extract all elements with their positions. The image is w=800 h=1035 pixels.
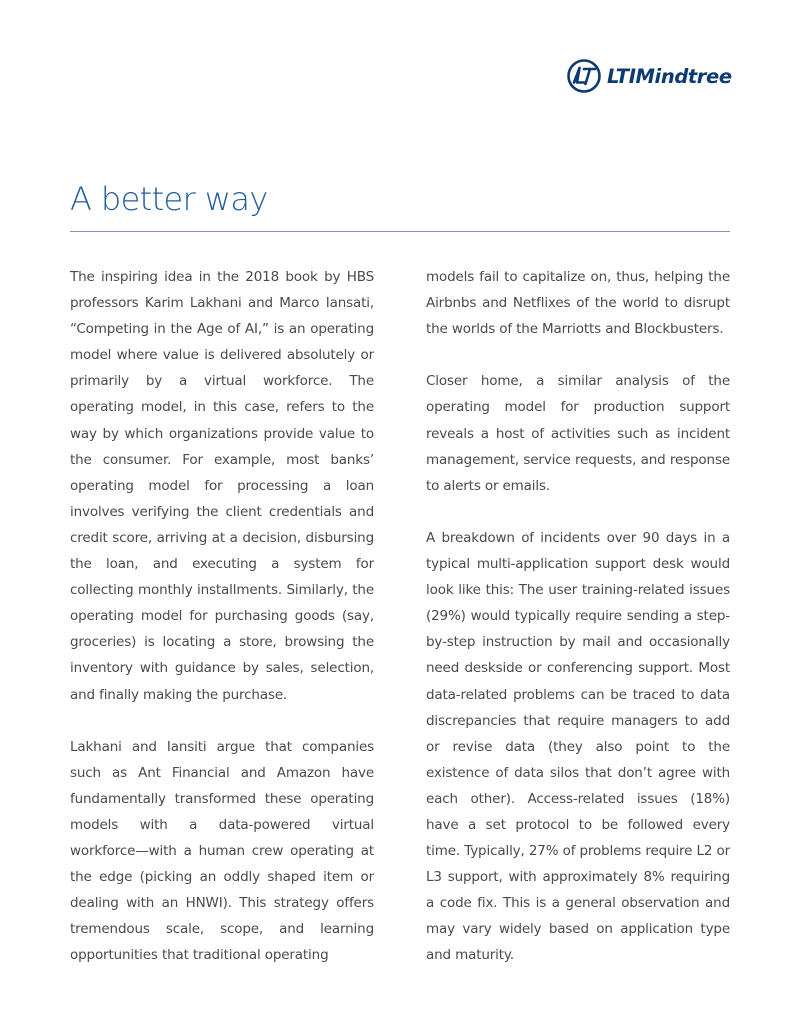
right-paragraph-2: Closer home, a similar analysis of the operating model for production support reveals a host of activities such as incident management, service requests, and response to alerts or emails. [426, 373, 730, 494]
left-paragraph-1: The inspiring idea in the 2018 book by HBS professors Karim Lakhani and Marco Iansati, “Competing in the Age of AI,” is an operating model where value is delivered absolutely or primarily by a virtual workforce. The operating model, in this case, refers to the way by which organizations provide value to the consumer. For example, most banks’ operating model for processing a loan involves verifying the client credentials and credit score, arriving at a decision, disbursing the loan, and executing a system for collecting monthly installments. Similarly, the operating model for purchasing goods (say, groceries) is locating a store, browsing the inventory with guidance by sales, selection, and finally making the purchase. [70, 269, 374, 703]
left-paragraph-2: Lakhani and Iansiti argue that companies such as Ant Financial and Amazon have fundamentally transformed these operating models with a data-powered virtual workforce—with a human crew operating at the edge (picking an oddly shaped item or dealing with an HNWI). This strategy offers tremendous scale, scope, and learning opportunities that traditional operating [70, 738, 374, 964]
right-paragraph-1: models fail to capitalize on, thus, helping the Airbnbs and Netflixes of the world to disrupt the worlds of the Marriotts and Blockbusters. [426, 269, 730, 338]
ltimindtree-logo [566, 58, 732, 94]
lti-monogram-icon [566, 58, 602, 94]
right-paragraph-3: A breakdown of incidents over 90 days in a typical multi-application support desk would look like this: The user training-related issues (29%) would typically require sending a step-by-step instruction by mail and occasionally need deskside or conferencing support. Most data-related problems can be traced to data discrepancies that require managers to add or revise data (they also point to the existence of data silos that don’t agree with each other). Access-related issues (18%) have a set protocol to be followed every time. Typically, 27% of problems require L2 or L3 support, with approximately 8% requiring a code fix. This is a general observation and may vary widely based on application type and maturity. [426, 529, 730, 964]
logo-text: LTIMindtree [607, 64, 732, 88]
left-column [70, 264, 374, 995]
title-divider [70, 231, 730, 232]
right-column [426, 264, 730, 995]
page-title: A better way [70, 180, 268, 218]
